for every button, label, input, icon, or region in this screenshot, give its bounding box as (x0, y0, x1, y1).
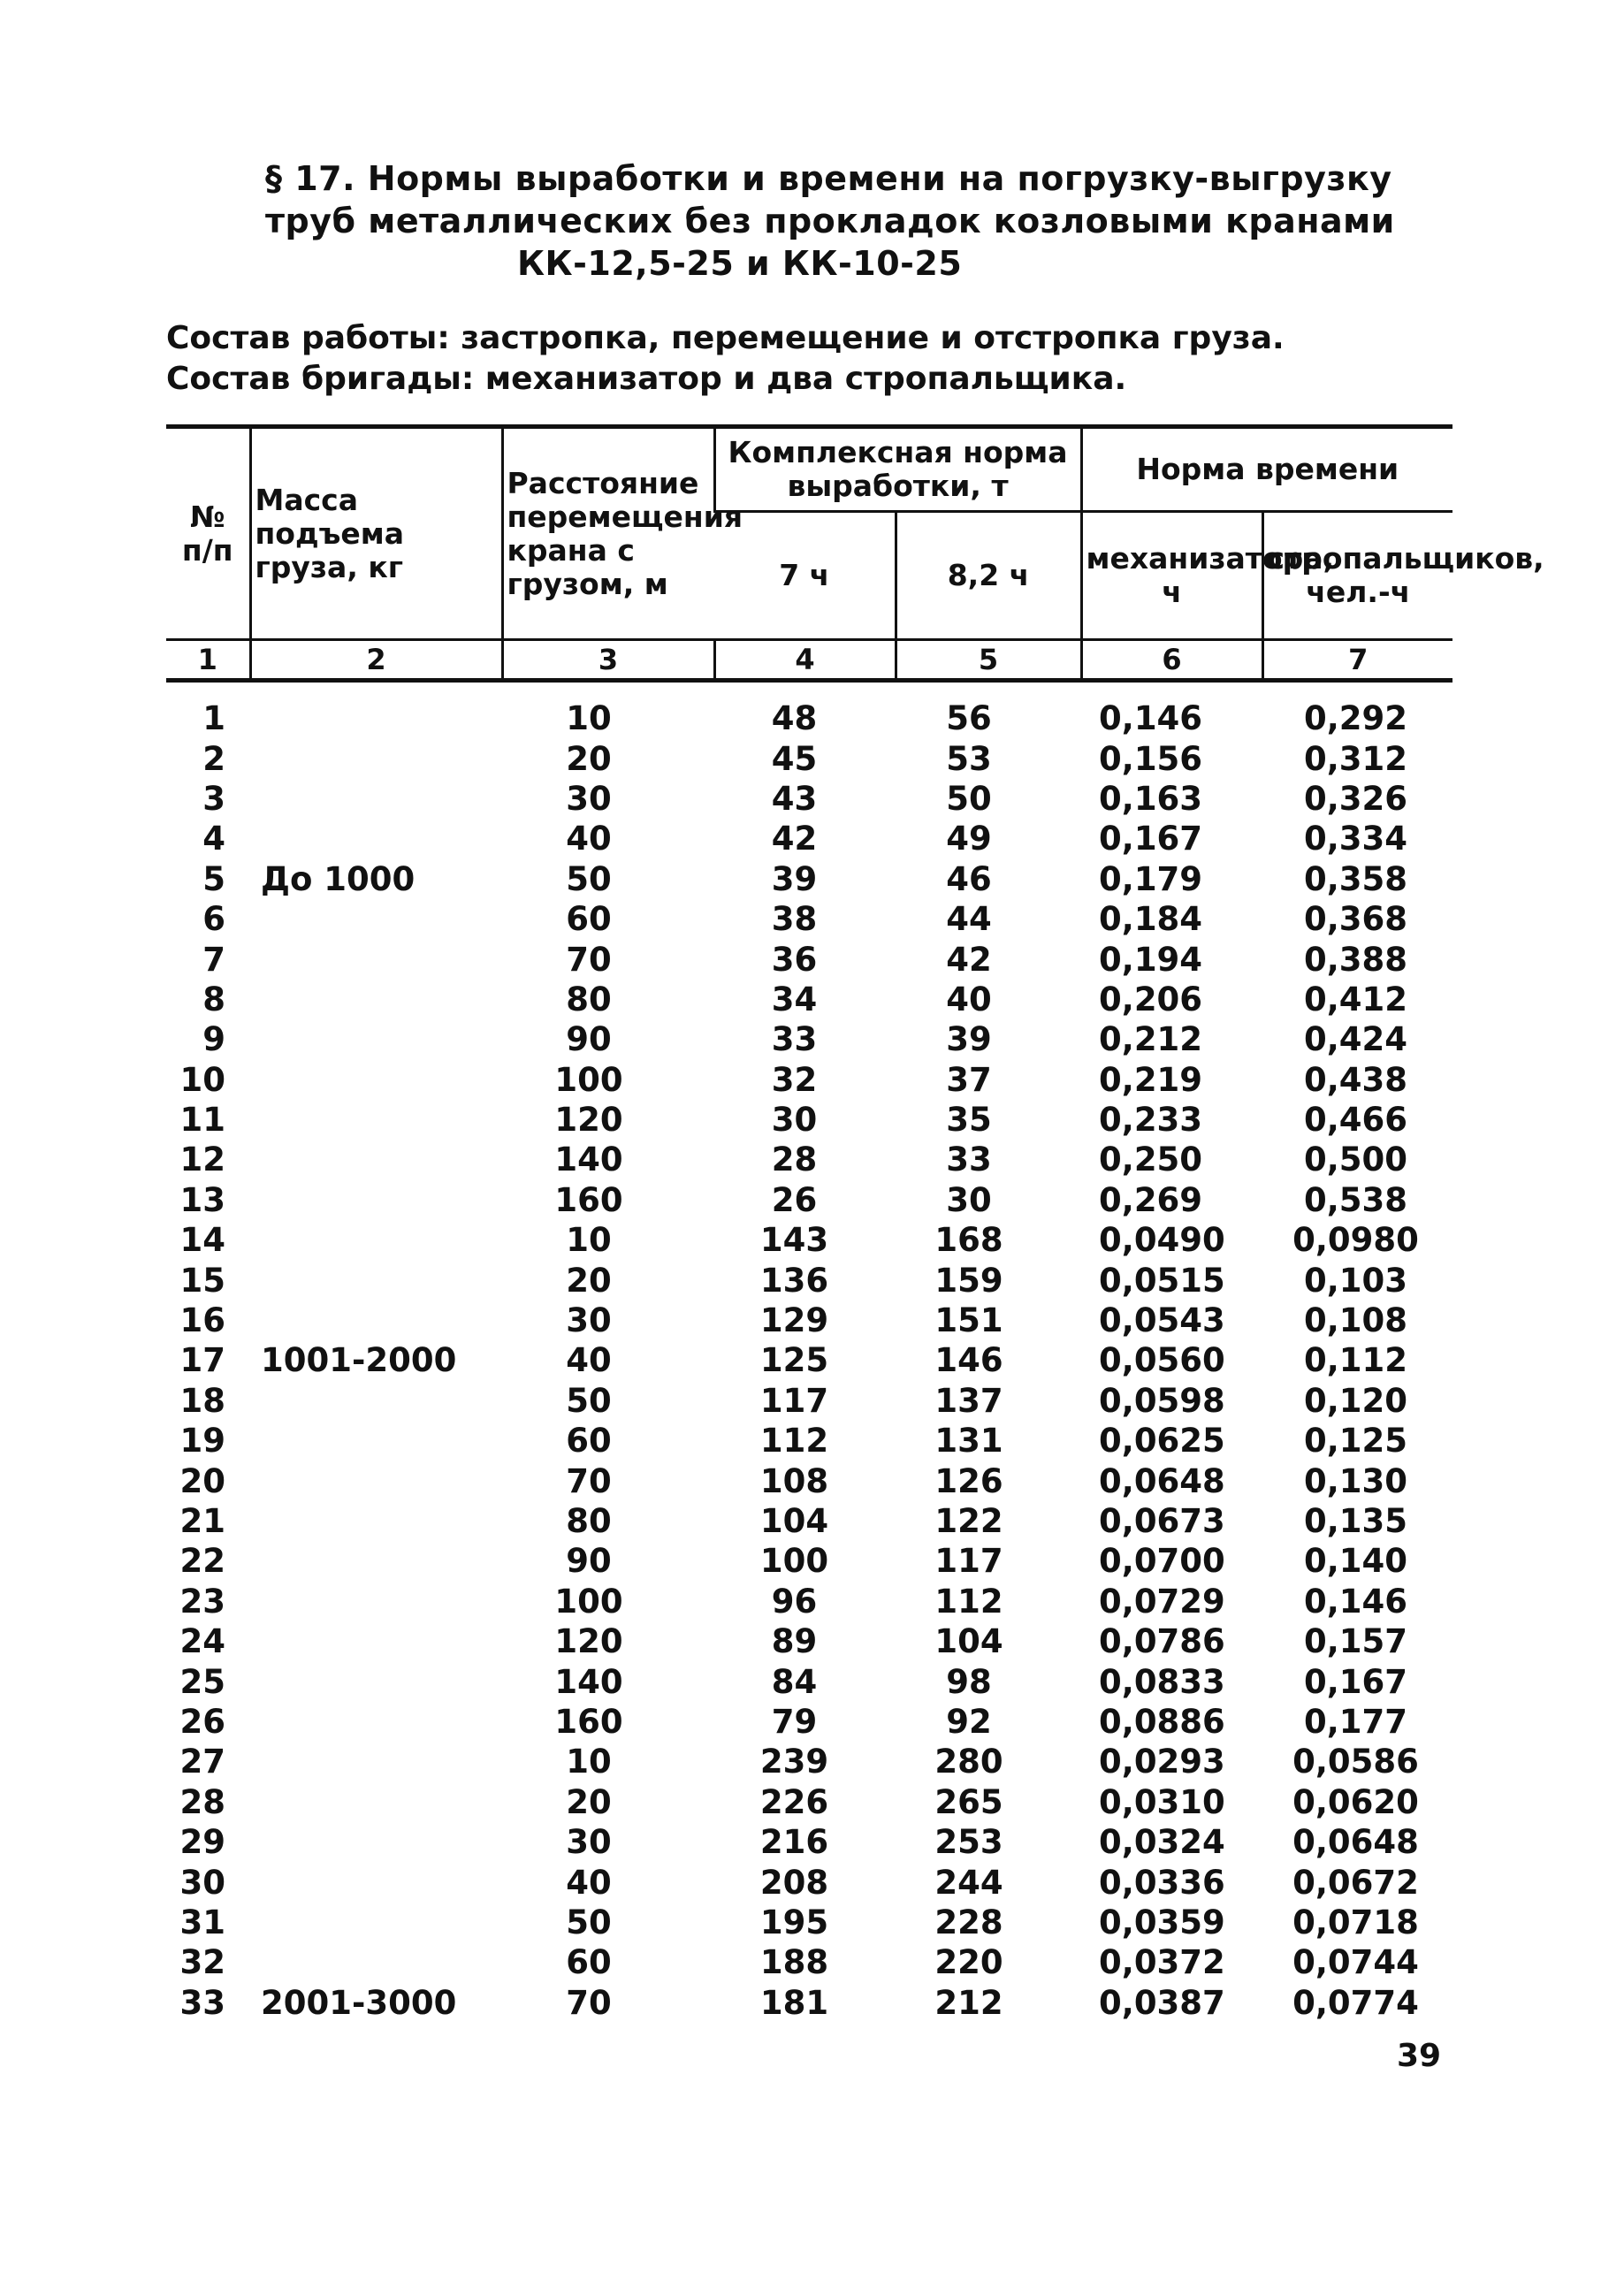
distance-cell: 100 (554, 1582, 623, 1621)
output-7h-cell: 48 (771, 699, 818, 738)
title-line-3: КК-12,5-25 и КК-10-25 (517, 244, 963, 283)
mass-cell (250, 1582, 502, 1621)
mechanic-time-cell: 0,179 (1099, 859, 1203, 898)
slinger-time-cell: 0,167 (1303, 1662, 1408, 1701)
table-row (166, 1983, 1452, 2023)
row-number: 12 (179, 1140, 225, 1179)
mechanic-time-cell: 0,0310 (1099, 1782, 1225, 1821)
distance-cell: 80 (566, 980, 612, 1018)
mass-cell (250, 681, 502, 739)
header-mechanic: механизатора, ч (1081, 512, 1262, 640)
distance-cell: 30 (566, 1823, 612, 1862)
row-number: 19 (179, 1422, 225, 1461)
mass-cell (250, 1220, 502, 1260)
table-row (166, 980, 1452, 1019)
distance-cell: 160 (554, 1702, 623, 1741)
output-7h-cell: 226 (759, 1782, 829, 1821)
table-row (166, 1220, 1452, 1260)
slinger-time-cell: 0,146 (1303, 1582, 1408, 1621)
table-row (166, 1702, 1452, 1742)
header-7h: 7 ч (714, 512, 896, 640)
distance-cell: 70 (566, 1983, 612, 2022)
output-8-2h-cell: 49 (946, 820, 992, 858)
slinger-time-cell: 0,438 (1303, 1060, 1408, 1099)
slinger-time-cell: 0,108 (1303, 1301, 1408, 1340)
table-row (166, 1260, 1452, 1300)
mass-cell (250, 1942, 502, 1982)
slinger-time-cell: 0,358 (1303, 859, 1408, 898)
table-row (166, 681, 1452, 739)
mechanic-time-cell: 0,212 (1099, 1020, 1203, 1059)
output-7h-cell: 36 (771, 940, 818, 979)
table-row (166, 1942, 1452, 1982)
distance-cell: 10 (566, 1743, 612, 1781)
output-8-2h-cell: 39 (946, 1020, 992, 1059)
row-number: 10 (179, 1060, 225, 1099)
output-8-2h-cell: 37 (946, 1060, 992, 1099)
row-number: 8 (202, 980, 225, 1018)
slinger-time-cell: 0,292 (1303, 699, 1408, 738)
table-row (166, 1742, 1452, 1781)
table-row (166, 1421, 1452, 1461)
header-time-norm: Норма времени (1081, 427, 1452, 512)
output-8-2h-cell: 131 (934, 1422, 1003, 1461)
slinger-time-cell: 0,312 (1303, 739, 1408, 778)
slinger-time-cell: 0,424 (1303, 1020, 1408, 1059)
row-number: 7 (202, 940, 225, 979)
row-number: 22 (179, 1542, 225, 1581)
output-7h-cell: 33 (771, 1020, 818, 1059)
output-8-2h-cell: 46 (946, 859, 992, 898)
mass-cell (250, 779, 502, 819)
mass-cell (250, 1461, 502, 1500)
table-row (166, 1822, 1452, 1862)
column-number: 4 (714, 640, 896, 681)
output-7h-cell: 39 (771, 859, 818, 898)
slinger-time-cell: 0,0672 (1292, 1863, 1419, 1902)
output-8-2h-cell: 159 (934, 1261, 1003, 1300)
mass-cell (250, 899, 502, 939)
mechanic-time-cell: 0,0336 (1099, 1863, 1225, 1902)
distance-cell: 30 (566, 1301, 612, 1340)
distance-cell: 10 (566, 699, 612, 738)
mass-cell (250, 1742, 502, 1781)
mechanic-time-cell: 0,0886 (1099, 1702, 1225, 1741)
column-number: 5 (896, 640, 1081, 681)
mass-cell: 1001-2000 (261, 1341, 457, 1380)
mechanic-time-cell: 0,184 (1099, 900, 1203, 939)
header-slingers: стропальщиков, чел.-ч (1262, 512, 1452, 640)
output-7h-cell: 195 (759, 1903, 829, 1941)
output-7h-cell: 89 (771, 1622, 818, 1661)
column-number: 2 (250, 640, 502, 681)
mechanic-time-cell: 0,250 (1099, 1140, 1203, 1179)
title-line-2: труб металлических без прокладок козловыми кранами (265, 202, 1395, 240)
mass-cell (250, 1702, 502, 1742)
slinger-time-cell: 0,368 (1303, 900, 1408, 939)
mechanic-time-cell: 0,163 (1099, 779, 1203, 818)
distance-cell: 40 (566, 1341, 612, 1380)
distance-cell: 40 (566, 1863, 612, 1902)
slinger-time-cell: 0,103 (1303, 1261, 1408, 1300)
row-number: 32 (179, 1943, 225, 1982)
row-number: 9 (202, 1020, 225, 1059)
output-8-2h-cell: 228 (934, 1903, 1003, 1941)
output-7h-cell: 96 (771, 1582, 818, 1621)
distance-cell: 90 (566, 1020, 612, 1059)
output-7h-cell: 125 (759, 1341, 829, 1380)
slinger-time-cell: 0,135 (1303, 1502, 1408, 1540)
mechanic-time-cell: 0,0490 (1099, 1221, 1225, 1260)
work-composition-text: Состав работы: застропка, перемещение и отстропка груза. (166, 320, 1285, 356)
output-8-2h-cell: 98 (946, 1662, 992, 1701)
header-8-2h: 8,2 ч (896, 512, 1081, 640)
row-number: 21 (179, 1502, 225, 1540)
output-7h-cell: 34 (771, 980, 818, 1018)
mass-cell (250, 980, 502, 1019)
row-number: 3 (202, 779, 225, 818)
mechanic-time-cell: 0,219 (1099, 1060, 1203, 1099)
table-row (166, 1541, 1452, 1581)
table-row (166, 1661, 1452, 1701)
slinger-time-cell: 0,120 (1303, 1381, 1408, 1420)
output-7h-cell: 112 (759, 1422, 829, 1461)
row-number: 33 (179, 1983, 225, 2022)
mechanic-time-cell: 0,269 (1099, 1180, 1203, 1219)
mechanic-time-cell: 0,156 (1099, 739, 1203, 778)
mechanic-time-cell: 0,0372 (1099, 1943, 1225, 1982)
row-number: 29 (179, 1823, 225, 1862)
mass-cell: 2001-3000 (261, 1983, 457, 2022)
mechanic-time-cell: 0,167 (1099, 820, 1203, 858)
table-row (166, 819, 1452, 858)
mechanic-time-cell: 0,0673 (1099, 1502, 1225, 1540)
column-number: 1 (166, 640, 250, 681)
row-number: 26 (179, 1702, 225, 1741)
column-number: 6 (1081, 640, 1262, 681)
slinger-time-cell: 0,538 (1303, 1180, 1408, 1219)
output-8-2h-cell: 244 (934, 1863, 1003, 1902)
output-8-2h-cell: 112 (934, 1582, 1003, 1621)
output-7h-cell: 208 (759, 1863, 829, 1902)
norms-table (166, 424, 1544, 2023)
mass-cell (250, 1019, 502, 1059)
output-7h-cell: 42 (771, 820, 818, 858)
mechanic-time-cell: 0,146 (1099, 699, 1203, 738)
distance-cell: 20 (566, 739, 612, 778)
slinger-time-cell: 0,0718 (1292, 1903, 1419, 1941)
table-row (166, 1501, 1452, 1541)
slinger-time-cell: 0,177 (1303, 1702, 1408, 1741)
mechanic-time-cell: 0,0700 (1099, 1542, 1225, 1581)
distance-cell: 160 (554, 1180, 623, 1219)
mass-cell (250, 819, 502, 858)
mass-cell (250, 738, 502, 778)
output-8-2h-cell: 122 (934, 1502, 1003, 1540)
output-7h-cell: 45 (771, 739, 818, 778)
output-8-2h-cell: 253 (934, 1823, 1003, 1862)
header-mass: Масса подъема груза, кг (250, 427, 502, 640)
table-row (166, 1621, 1452, 1661)
slinger-time-cell: 0,500 (1303, 1140, 1408, 1179)
header-no: № п/п (166, 427, 250, 640)
distance-cell: 140 (554, 1140, 623, 1179)
mass-cell: До 1000 (261, 859, 416, 898)
mass-cell (250, 1260, 502, 1300)
mechanic-time-cell: 0,206 (1099, 980, 1203, 1018)
distance-cell: 100 (554, 1060, 623, 1099)
mass-cell (250, 1501, 502, 1541)
row-number: 16 (179, 1301, 225, 1340)
output-8-2h-cell: 146 (934, 1341, 1003, 1380)
mass-cell (250, 1661, 502, 1701)
mechanic-time-cell: 0,0515 (1099, 1261, 1225, 1300)
row-number: 15 (179, 1261, 225, 1300)
row-number: 25 (179, 1662, 225, 1701)
table-row (166, 1782, 1452, 1822)
slinger-time-cell: 0,466 (1303, 1101, 1408, 1140)
row-number: 28 (179, 1782, 225, 1821)
row-number: 27 (179, 1743, 225, 1781)
table-row (166, 1461, 1452, 1500)
output-8-2h-cell: 35 (946, 1101, 992, 1140)
distance-cell: 20 (566, 1261, 612, 1300)
output-7h-cell: 32 (771, 1060, 818, 1099)
work-composition (166, 318, 1492, 400)
slinger-time-cell: 0,130 (1303, 1461, 1408, 1500)
distance-cell: 50 (566, 1381, 612, 1420)
output-7h-cell: 84 (771, 1662, 818, 1701)
table-row (166, 859, 1452, 899)
output-7h-cell: 143 (759, 1221, 829, 1260)
mass-cell (250, 1862, 502, 1902)
mass-cell (250, 1300, 502, 1340)
distance-cell: 30 (566, 779, 612, 818)
distance-cell: 20 (566, 1782, 612, 1821)
mass-cell (250, 1060, 502, 1100)
output-7h-cell: 181 (759, 1983, 829, 2022)
mechanic-time-cell: 0,0324 (1099, 1823, 1225, 1862)
output-8-2h-cell: 40 (946, 980, 992, 1018)
distance-cell: 60 (566, 1943, 612, 1982)
table-row (166, 1903, 1452, 1942)
table-row (166, 1381, 1452, 1421)
mechanic-time-cell: 0,0625 (1099, 1422, 1225, 1461)
table-body (166, 681, 1452, 2023)
output-8-2h-cell: 212 (934, 1983, 1003, 2022)
slinger-time-cell: 0,0774 (1292, 1983, 1419, 2022)
row-number: 30 (179, 1863, 225, 1902)
distance-cell: 70 (566, 1461, 612, 1500)
row-number: 17 (179, 1341, 225, 1380)
section-title (265, 157, 1414, 285)
output-8-2h-cell: 137 (934, 1381, 1003, 1420)
mechanic-time-cell: 0,0786 (1099, 1622, 1225, 1661)
output-7h-cell: 216 (759, 1823, 829, 1862)
slinger-time-cell: 0,125 (1303, 1422, 1408, 1461)
row-number: 23 (179, 1582, 225, 1621)
column-number: 3 (502, 640, 714, 681)
slinger-time-cell: 0,0586 (1292, 1743, 1419, 1781)
mechanic-time-cell: 0,0387 (1099, 1983, 1225, 2022)
mass-cell (250, 1100, 502, 1140)
distance-cell: 80 (566, 1502, 612, 1540)
output-8-2h-cell: 42 (946, 940, 992, 979)
mechanic-time-cell: 0,233 (1099, 1101, 1203, 1140)
distance-cell: 40 (566, 820, 612, 858)
mechanic-time-cell: 0,0833 (1099, 1662, 1225, 1701)
table-row (166, 1862, 1452, 1902)
distance-cell: 120 (554, 1101, 623, 1140)
mass-cell (250, 1621, 502, 1661)
row-number: 14 (179, 1221, 225, 1260)
output-8-2h-cell: 280 (934, 1743, 1003, 1781)
slinger-time-cell: 0,0744 (1292, 1943, 1419, 1982)
mass-cell (250, 1782, 502, 1822)
table-row (166, 1060, 1452, 1100)
output-8-2h-cell: 151 (934, 1301, 1003, 1340)
output-8-2h-cell: 168 (934, 1221, 1003, 1260)
row-number: 4 (202, 820, 225, 858)
mechanic-time-cell: 0,0560 (1099, 1341, 1225, 1380)
row-number: 13 (179, 1180, 225, 1219)
team-composition-text: Состав бригады: механизатор и два стропальщика. (166, 361, 1127, 397)
table-row (166, 899, 1452, 939)
row-number: 6 (202, 900, 225, 939)
mass-cell (250, 1140, 502, 1179)
table-row (166, 939, 1452, 979)
table-row (166, 1019, 1452, 1059)
output-8-2h-cell: 44 (946, 900, 992, 939)
table-row (166, 738, 1452, 778)
mass-cell (250, 1421, 502, 1461)
mass-cell (250, 1541, 502, 1581)
mechanic-time-cell: 0,0648 (1099, 1461, 1225, 1500)
mass-cell (250, 1381, 502, 1421)
output-8-2h-cell: 92 (946, 1702, 992, 1741)
row-number: 20 (179, 1461, 225, 1500)
slinger-time-cell: 0,334 (1303, 820, 1408, 858)
output-8-2h-cell: 117 (934, 1542, 1003, 1581)
output-7h-cell: 104 (759, 1502, 829, 1540)
slinger-time-cell: 0,412 (1303, 980, 1408, 1018)
row-number: 2 (202, 739, 225, 778)
slinger-time-cell: 0,0648 (1292, 1823, 1419, 1862)
mechanic-time-cell: 0,0543 (1099, 1301, 1225, 1340)
mechanic-time-cell: 0,0598 (1099, 1381, 1225, 1420)
output-7h-cell: 136 (759, 1261, 829, 1300)
slinger-time-cell: 0,0620 (1292, 1782, 1419, 1821)
slinger-time-cell: 0,0980 (1292, 1221, 1419, 1260)
distance-cell: 60 (566, 900, 612, 939)
output-7h-cell: 100 (759, 1542, 829, 1581)
output-7h-cell: 108 (759, 1461, 829, 1500)
output-8-2h-cell: 53 (946, 739, 992, 778)
output-7h-cell: 43 (771, 779, 818, 818)
row-number: 5 (202, 859, 225, 898)
output-7h-cell: 79 (771, 1702, 818, 1741)
output-8-2h-cell: 104 (934, 1622, 1003, 1661)
distance-cell: 50 (566, 859, 612, 898)
title-line-1: § 17. Нормы выработки и времени на погрузку-выгрузку (265, 159, 1392, 198)
mechanic-time-cell: 0,0729 (1099, 1582, 1225, 1621)
mechanic-time-cell: 0,0359 (1099, 1903, 1225, 1941)
row-number: 31 (179, 1903, 225, 1941)
mass-cell (250, 1822, 502, 1862)
output-7h-cell: 30 (771, 1101, 818, 1140)
header-distance: Расстояние перемещения крана с грузом, м (502, 427, 714, 640)
row-number: 24 (179, 1622, 225, 1661)
header-complex-norm: Комплексная норма выработки, т (714, 427, 1081, 512)
table-row (166, 1100, 1452, 1140)
output-8-2h-cell: 30 (946, 1180, 992, 1219)
table-row (166, 1340, 1452, 1380)
distance-cell: 120 (554, 1622, 623, 1661)
output-8-2h-cell: 56 (946, 699, 992, 738)
row-number: 1 (202, 699, 225, 738)
slinger-time-cell: 0,157 (1303, 1622, 1408, 1661)
slinger-time-cell: 0,388 (1303, 940, 1408, 979)
table-row (166, 1582, 1452, 1621)
table-row (166, 779, 1452, 819)
row-number: 11 (179, 1101, 225, 1140)
mechanic-time-cell: 0,194 (1099, 940, 1203, 979)
slinger-time-cell: 0,112 (1303, 1341, 1408, 1380)
table-row (166, 1140, 1452, 1179)
table-header (166, 427, 1544, 681)
column-numbers-row (166, 640, 1452, 681)
output-8-2h-cell: 50 (946, 779, 992, 818)
distance-cell: 140 (554, 1662, 623, 1701)
output-8-2h-cell: 220 (934, 1943, 1003, 1982)
slinger-time-cell: 0,140 (1303, 1542, 1408, 1581)
column-number: 7 (1262, 640, 1452, 681)
output-8-2h-cell: 126 (934, 1461, 1003, 1500)
distance-cell: 70 (566, 940, 612, 979)
distance-cell: 90 (566, 1542, 612, 1581)
distance-cell: 10 (566, 1221, 612, 1260)
mass-cell (250, 1903, 502, 1942)
row-number: 18 (179, 1381, 225, 1420)
slinger-time-cell: 0,326 (1303, 779, 1408, 818)
output-7h-cell: 38 (771, 900, 818, 939)
distance-cell: 60 (566, 1422, 612, 1461)
distance-cell: 50 (566, 1903, 612, 1941)
output-7h-cell: 239 (759, 1743, 829, 1781)
mechanic-time-cell: 0,0293 (1099, 1743, 1225, 1781)
mass-cell (250, 939, 502, 979)
output-8-2h-cell: 33 (946, 1140, 992, 1179)
output-7h-cell: 188 (759, 1943, 829, 1982)
output-7h-cell: 26 (771, 1180, 818, 1219)
table-row (166, 1300, 1452, 1340)
output-7h-cell: 129 (759, 1301, 829, 1340)
table-row (166, 1180, 1452, 1220)
output-7h-cell: 28 (771, 1140, 818, 1179)
mass-cell (250, 1180, 502, 1220)
page-number: 39 (1397, 2038, 1442, 2074)
output-7h-cell: 117 (759, 1381, 829, 1420)
output-8-2h-cell: 265 (934, 1782, 1003, 1821)
